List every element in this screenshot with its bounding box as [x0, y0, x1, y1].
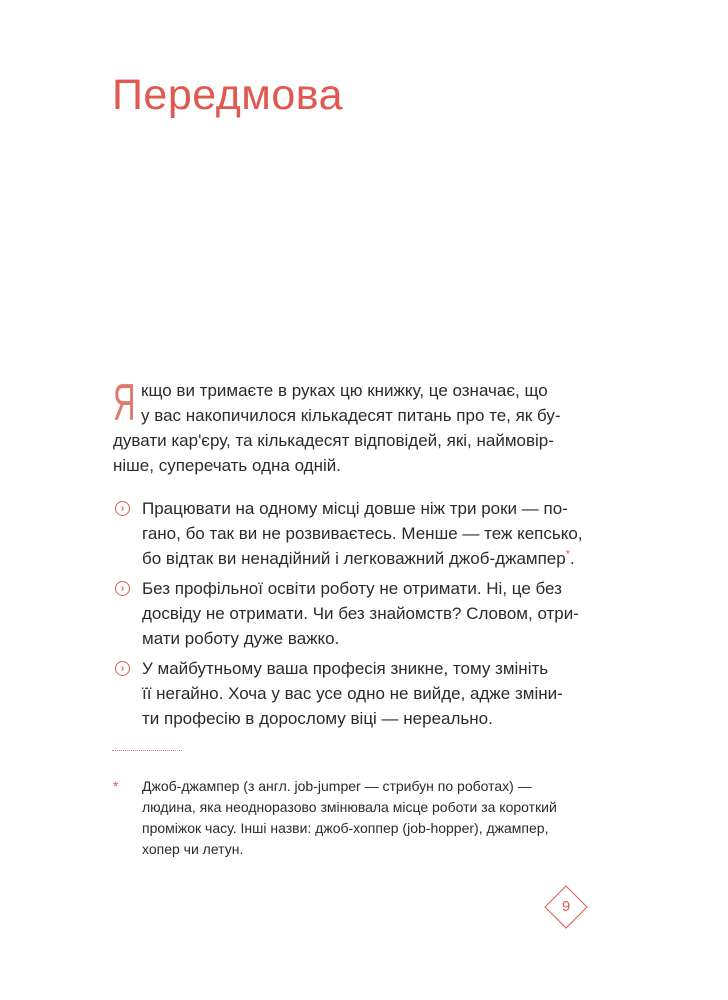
- bullet-line: Без профільної освіти роботу не отримати. Ні, це без: [142, 579, 562, 598]
- intro-line: дувати кар'єру, та кількадесят відповідей, які, наймовір-: [113, 431, 554, 450]
- page-number: [544, 885, 588, 929]
- bullet-line-text: бо відтак ви ненадійний і легковажний джоб-джампер: [142, 549, 566, 568]
- footnote-line: людина, яка неодноразово змінювала місце роботи за короткий: [142, 799, 557, 815]
- intro-line: кщо ви тримаєте в руках цю книжку, це означає, що: [141, 381, 548, 400]
- chevron-circle-icon: ›: [115, 581, 130, 596]
- intro-line: ніше, суперечать одна одній.: [113, 456, 341, 475]
- footnote: [113, 776, 613, 860]
- page-number-text: 9: [561, 898, 571, 915]
- drop-cap: Я: [113, 374, 136, 432]
- bullet-line-end: .: [570, 549, 575, 568]
- intro-line: у вас накопичилося кількадесят питань про те, як бу-: [141, 406, 561, 425]
- chevron-circle-icon: ›: [115, 501, 130, 516]
- footnote-divider: [112, 750, 182, 751]
- intro-paragraph: [113, 374, 603, 478]
- footnote-line: проміжок часу. Інші назви: джоб-хоппер (job-hopper), джампер,: [142, 820, 549, 836]
- bullet-line: Працювати на одному місці довше ніж три роки — по-: [142, 499, 568, 518]
- footnote-line: хопер чи летун.: [142, 841, 244, 857]
- footnote-marker: *: [113, 778, 119, 794]
- page-title: Передмова: [112, 71, 344, 119]
- bullet-line: досвіду не отримати. Чи без знайомств? Словом, отри-: [142, 604, 579, 623]
- bullet-line: У майбутньому ваша професія зникне, тому змініть: [142, 659, 549, 678]
- bullet-line: мати роботу дуже важко.: [142, 629, 340, 648]
- bullet-line: її негайно. Хоча у вас усе одно не вийде, адже зміни-: [142, 684, 563, 703]
- chevron-circle-icon: ›: [115, 661, 130, 676]
- footnote-ref[interactable]: *: [565, 548, 570, 561]
- bullet-item: [113, 496, 613, 571]
- bullet-item: [113, 656, 613, 731]
- bullet-line: гано, бо так ви не розвиваєтесь. Менше — теж кепсько,: [142, 524, 583, 543]
- bullet-line: [142, 546, 575, 571]
- bullet-line: ти професію в дорослому віці — нереально.: [142, 709, 493, 728]
- footnote-line: Джоб-джампер (з англ. job-jumper — стрибун по роботах) —: [142, 778, 532, 794]
- bullet-item: [113, 576, 613, 651]
